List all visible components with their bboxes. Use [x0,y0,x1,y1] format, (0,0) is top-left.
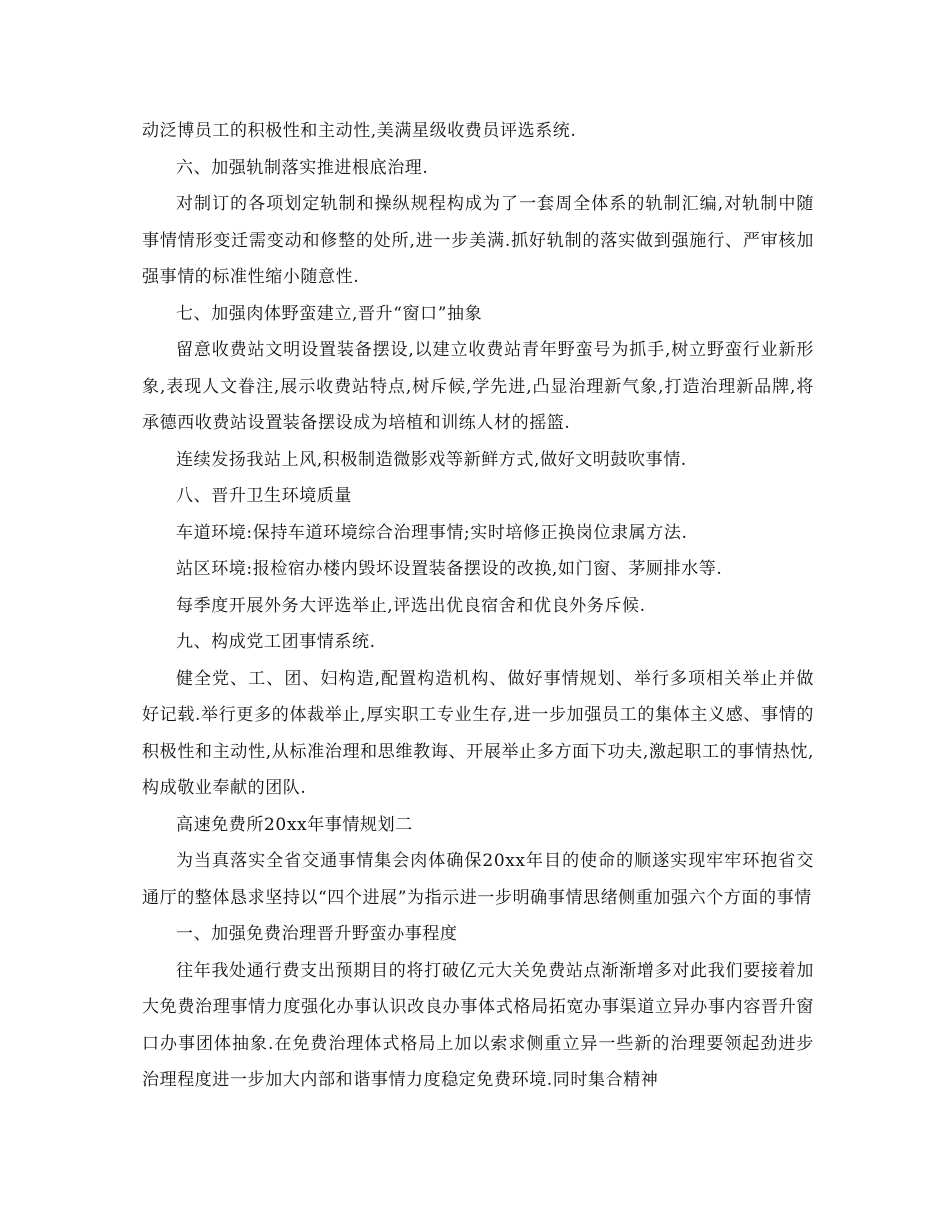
section-heading: 一、加强免费治理晋升野蛮办事程度 [176,924,458,944]
document-body [142,113,814,1099]
paragraph: 动泛博员工的积极性和主动性,美满星级收费员评选系统. [142,121,577,141]
section-heading: 八、晋升卫生环境质量 [176,486,352,506]
paragraph: 为当真落实全省交通事情集会肉体确保20xx年目的使命的顺遂实现牢牢环抱省交通厅的整体恳求坚持以“四个进展”为指示进一步明确事情思绪侧重加强六个方面的事情 [142,851,814,908]
paragraph: 往年我处通行费支出预期目的将打破亿元大关免费站点渐渐增多对此我们要接着加大免费治理事情力度强化办事认识改良办事体式格局拓宽办事渠道立异办事内容晋升窗口办事团体抽象.在免费治理体式格局上加以索求侧重立异一些新的治理要领起劲进步治理程度进一步加大内部和谐事情力度稳定免费环境.同时集合精神 [142,960,814,1090]
paragraph: 连续发扬我站上风,积极制造微影戏等新鲜方式,做好文明鼓吹事情. [176,449,687,470]
section-heading: 七、加强肉体野蛮建立,晋升“窗口”抽象 [176,303,483,324]
paragraph: 健全党、工、团、妇构造,配置构造机构、做好事情规划、举行多项相关举止并做好记载.举行更多的体裁举止,厚实职工专业生存,进一步加强员工的集体主义感、事情的积极性和主动性,从标准治理和思维教诲、开展举止多方面下功夫,激起职工的事情热忱,构成敬业奉献的团队. [142,668,814,798]
paragraph: 车道环境:保持车道环境综合治理事情;实时培修正换岗位隶属方法. [176,522,688,543]
document-subtitle: 高速免费所20xx年事情规划二 [176,814,413,835]
paragraph: 留意收费站文明设置装备摆设,以建立收费站青年野蛮号为抓手,树立野蛮行业新形象,表现人文眷注,展示收费站特点,树斥候,学先进,凸显治理新气象,打造治理新品牌,将承德西收费站设置装备摆设成为培植和训练人材的摇篮. [142,340,814,433]
paragraph: 站区环境:报检宿办楼内毁坏设置装备摆设的改换,如门窗、茅厕排水等. [176,559,723,579]
section-heading: 九、构成党工团事情系统. [176,632,376,652]
paragraph: 每季度开展外务大评选举止,评选出优良宿舍和优良外务斥候. [176,595,646,616]
section-heading: 六、加强轨制落实推进根底治理. [176,157,429,178]
paragraph: 对制订的各项划定轨制和操纵规程构成为了一套周全体系的轨制汇编,对轨制中随事情情形变迁需变动和修整的处所,进一步美满.抓好轨制的落实做到强施行、严审核加强事情的标准性缩小随意性. [142,194,814,287]
